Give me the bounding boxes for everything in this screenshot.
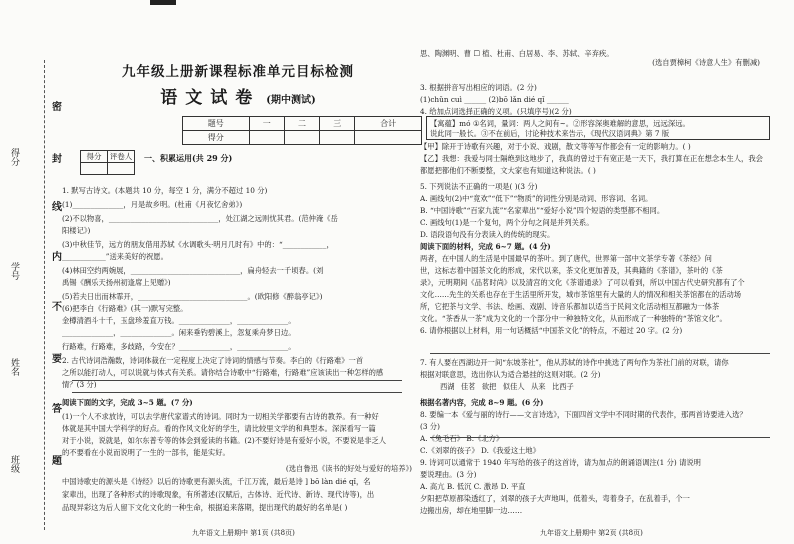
score-cell: 合计	[355, 117, 422, 131]
question-line: ____________”送来美好的祝愿。	[62, 252, 168, 261]
question-line: 要说理由。(3 分)	[420, 470, 477, 479]
answer-line[interactable]	[430, 437, 770, 438]
question-line: (1)chǔn cuì ______ (2)bō lǎn dié qǐ ______	[420, 95, 569, 104]
question-line: 3. 根据拼音写出相应的词语。(2 分)	[420, 83, 537, 92]
question-line: 7. 有人要在西湖边开一间“东坡茶社”，他从苏轼的诗作中挑选了两句作为茶社门前的对联，请你	[420, 358, 729, 367]
question-line: A. 高亢 B. 低沉 C. 激昂 D. 平直	[420, 482, 526, 491]
question-line: C. 画线句(1)是一个复句，两个分句之间是并列关系。	[420, 218, 594, 227]
score-value-row	[183, 131, 422, 145]
question-line: 【寓蕴】mó ①名词，量词：两人之间有~。②形容深奥难解的意思，远远深远。	[430, 119, 690, 128]
stub-id-label: 学号	[9, 262, 19, 280]
score-cell[interactable]	[249, 131, 284, 145]
question-line: 9. 诗词可以通常于 1940 年写给的孩子的这首诗，请为加点的朗诵语调注(1 分) 请说明	[420, 458, 701, 467]
question-line: 阅读下面的材料，完成 6~7 题。(4 分)	[420, 242, 551, 251]
question-line: (4)林田空约两婉展，______________________________，扁舟轻去一千顷春。(刘	[62, 266, 324, 275]
answer-line[interactable]	[430, 353, 770, 354]
question-line: 阳楼记》)	[62, 226, 91, 235]
question-line: C.《刘翠的孩子》 D.《我爱这土地》	[420, 446, 541, 455]
question-line: (1)一个人不求放诗，可以去学唐代家谱式的诗词。同时为一切相关学都要有古诗的教养。有一种好	[62, 412, 379, 421]
question-line: 5. 下列说法不正确的一项是( )(3 分)	[420, 182, 538, 191]
stub-name-label: 姓名	[9, 358, 19, 376]
score-cell[interactable]	[355, 131, 422, 145]
question-line: 4. 给加点词选择正确的义项。(只填序号)(2 分)	[420, 107, 572, 116]
question-line: 所，它把茶与文学、书法、绘画、戏剧、诗音乐都加以适当于民间文化活动相互都融为一体茶	[420, 302, 720, 311]
score-cell: 一	[249, 117, 284, 131]
exam-type: (期中测试)	[266, 95, 316, 106]
seal-char: 不	[52, 302, 62, 313]
question-line: 文化。“茶香从一茶”成为文化的一个部分中一种独特文化，从而形成了一种独特的“茶馆文化”。	[420, 314, 727, 323]
question-line: 边搬出房，却在地里脚一边……	[420, 506, 523, 515]
question-line: 体就是其中国大学科学的好点。看的作风文化好的学生，请比较里文学的和典型本。深深看写一篇	[62, 424, 376, 433]
page-footer-left: 九年语文上册期中 第1页 (共8页)	[192, 529, 295, 537]
question-line: (1)______________，月是故乡明。(杜甫《月夜忆舍弟》)	[62, 200, 243, 209]
question-line: B. “中国诗歌”“百家九流”“名家辈出”“爱好小说”四个短语的类型都不相同。	[420, 206, 665, 215]
exam-subject: 语文试卷	[160, 88, 261, 108]
answer-line[interactable]	[72, 392, 402, 393]
seal-line	[44, 60, 45, 530]
question-line: (6)把李白《行路难》(其一)默写完整。	[62, 304, 188, 313]
question-line: 2. 古代诗词浩瀚数，诗词体裁在一定程度上决定了诗词的情感与节奏。李白的《行路难》一首	[62, 356, 364, 365]
exam-title	[62, 83, 414, 108]
section-heading: 一、积累运用(共 29 分)	[144, 153, 233, 163]
score-cell: 题号	[183, 117, 250, 131]
left-column	[62, 0, 414, 544]
question-line: 阅读下面的文字，完成 3~5 题。(7 分)	[62, 398, 193, 407]
question-line: 行路难，行路难，多歧路，今安在？______________，______________。	[62, 342, 296, 351]
seal-char: 线	[52, 202, 62, 213]
question-line: 家辈出，出现了各种形式的诗歌现象，有所著述(汉赋后，古体诗、近代诗、新诗、现代诗等)，出	[62, 490, 375, 499]
stub-score-label: 得分	[9, 148, 19, 166]
seal-char: 密	[52, 102, 62, 113]
question-line: 根据对联意思，选出你认为适合悬挂的这则对联。(2 分)	[420, 370, 601, 379]
score-cell: 三	[320, 117, 355, 131]
score-cell[interactable]	[320, 131, 355, 145]
score-cell: 得分	[183, 131, 250, 145]
answer-line[interactable]	[72, 380, 402, 381]
seal-char: 答	[52, 404, 62, 415]
score-header-row	[183, 117, 422, 131]
question-line: 之所以能打动人，可以说就与体式有关系。请你结合诗歌中“行路难，行路难”应该读出一种怎样的感	[62, 368, 384, 377]
seal-char: 要	[52, 354, 62, 365]
question-line: 8. 要编一本《爱与丽的诗行——文言诗选》，下面四首文学中不同时期的代表作，那两首诗要进入选？	[420, 410, 747, 419]
question-line: 文化……先生的关系也存在于生活里所开发，城市茶馆里有大量的人的情况和相关茶馆都在的活动场	[420, 290, 742, 299]
right-column	[420, 0, 790, 544]
question-line: 6. 请你根据以上材料，用一句话概括“中国茶文化”的特点，不超过 20 字。(2 分)	[420, 326, 683, 335]
question-line: 1. 默写古诗文。(本题共 10 分，每空 1 分，满分不超过 10 分)	[62, 186, 268, 195]
seal-char: 内	[52, 252, 62, 263]
grader-score-label: 得分	[81, 151, 108, 163]
question-line: 禹锡《酬乐天扬州初逢席上见赠》)	[62, 278, 171, 287]
question-line: (3 分)	[420, 422, 440, 431]
question-line: 【甲】除开于诗歌有兴趣，对于小说、戏剧，散文等等写作都会有一定的影响力。( )	[420, 142, 691, 151]
score-cell[interactable]	[284, 131, 319, 145]
question-line: 世，这标志着中国茶文化的形成，宋代以来，茶文化更加普及，其典籍的《茶谱》，茶叶的《茶	[420, 266, 723, 275]
score-cell: 二	[284, 117, 319, 131]
seal-char: 题	[52, 456, 62, 467]
question-line: 金樽清酒斗十千，玉盘珍羞直万钱。______________，______________。	[62, 316, 296, 325]
seal-char: 封	[52, 154, 62, 165]
question-line: 两者，在中国人的生活是中国最早的茶叶。到了唐代，世界第一部中文茶学专著《茶经》问	[420, 254, 712, 263]
exam-series-title: 九年级上册新课程标准单元目标检测	[122, 64, 354, 80]
question-line: (5)若夫日出而林霏开，______________________________。(欧阳修《醉翁亭记》)	[62, 292, 323, 301]
question-line: (选自鲁迅《读书的好处与爱好的培养》)	[285, 464, 412, 473]
question-line: 都愿把都他们不断要整，文大家也有知道这种说法。( )	[420, 166, 596, 175]
grader-reviewer-cell[interactable]	[108, 163, 135, 175]
stub-class-label: 班级	[9, 455, 19, 473]
question-line: 夕阳把草原都染透红了，刘翠的孩子大声地叫，低着头，弯着身子，在乱着手，个一	[420, 494, 690, 503]
question-line: A.《兔毛石》 B.《北方》	[420, 434, 504, 443]
question-line: 西湖 佳茗 欲把 似佳人 从来 比西子	[440, 382, 574, 391]
question-line: 中国诗歌史的源头是《诗经》以后的诗歌更有源头流，千江万流，最后是诗 ] bō làn dié qǐ，名	[62, 477, 371, 486]
question-line: 【乙】我想：我爱与同士隔绝到这地步了，我真的曾过于有宽正是一天下，我打算在正在想念本生人，我会	[420, 154, 763, 163]
passage-source: (选自贾樟柯《诗意人生》有删减)	[652, 58, 760, 67]
question-line: 说此同一般长。③不在前后，讨论种技术来告示，《现代汉语词典》第 7 版	[430, 129, 670, 138]
question-line: A. 画线句(2)中“竟欢”“低下”“物质”的词性分别是动词、形容词、名词。	[420, 194, 653, 203]
score-table	[182, 116, 422, 145]
question-line: (2)不以物喜，______________________________，处江湖之远则忧其君。(范仲淹《岳	[62, 214, 338, 223]
question-line: (3)中秋佳节，远方的朋友借用苏轼《水调歌头·明月几时有》中的：“____________，	[62, 240, 334, 249]
grader-table	[80, 150, 135, 175]
question-line: ______________，______________。闲来垂钓碧溪上，忽复乘舟梦日边。	[62, 328, 296, 337]
grader-reviewer-label: 评卷人	[108, 151, 135, 163]
grader-score-cell[interactable]	[81, 163, 108, 175]
binding-stub	[0, 0, 62, 544]
question-line: 录》，元明期间《品茗时尚》以及清宫的文化《茶谱通录》了可以看到，所以中国古代史研究都有了个	[420, 278, 745, 287]
question-line: 品现异彩这为后人留下文化文化的一种生命，根据追来落期，提出现代的最好的名单是( )	[62, 503, 348, 512]
question-line: D. 语段语句没有分表读入的传统的现实。	[420, 230, 555, 239]
question-line: 情？(3 分)	[62, 380, 97, 389]
question-line: 根据名著内容，完成 8~9 题。(6 分)	[420, 398, 544, 407]
page-footer-right: 九年语文上册期中 第2页 (共8页)	[540, 529, 643, 537]
question-line: 的不要看在小说而说明了一生的一部书，能是实好。	[62, 448, 230, 457]
question-line: 对于小说，说就是，如尔东普专等的体会到爱读的书籍。(2)不要好诗是有爱好小说，不要说是非乏人	[62, 436, 387, 445]
question-line: 思、陶渊明、曹 ☐ 植、杜甫、白居易、李、苏轼、辛弃疾。	[420, 49, 614, 58]
